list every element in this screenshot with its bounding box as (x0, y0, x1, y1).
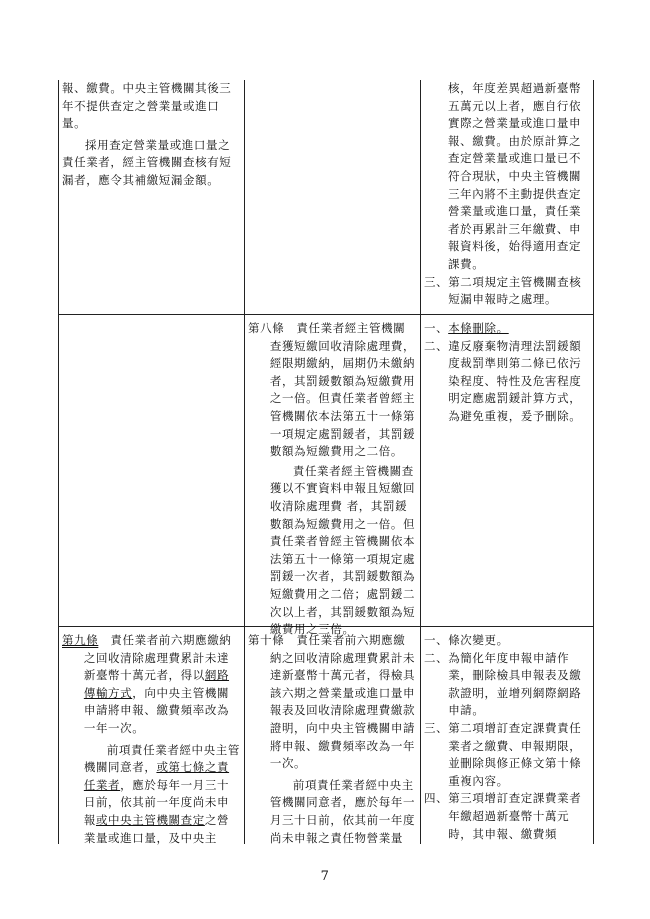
item-number: 三、 (424, 274, 449, 289)
underlined-text: 網路傳輸方式 (83, 668, 230, 700)
item-text: 條次變更。 (448, 633, 509, 647)
item-text: 違反廢棄物清理法罰鍰額度裁罰準則第二條已依污染程度、特性及危害程度明定應處罰鍰計算方式，為避免重複，爰予刪除。 (448, 338, 582, 423)
item-number: 一、 (424, 321, 449, 335)
item-text: 第二項增訂查定課費責任業者之繳費、申報期限，並刪除與修正條文第十條重複內容。 (448, 720, 582, 788)
row3-right-item-1 (424, 632, 586, 650)
table-border-left (58, 80, 59, 844)
text-run: 責任業者前六期應繳納之回收清除處理費累計未達新臺幣十萬元者，得以 (83, 633, 232, 683)
item-number: 四、 (424, 791, 449, 806)
underlined-text: 或第七條之責任業者 (83, 760, 230, 792)
row1-left-paragraph-2: 採用查定營業量或進口量之責任業者，經主管機關查核有短漏者，應令其補繳短漏金額。 (62, 137, 232, 187)
row1-left-cell (62, 80, 232, 190)
row2-middle-cell (248, 320, 416, 639)
text-run: 之營業量或進口量，及中央主 (83, 812, 230, 845)
article-10-paragraph-1: 第十條 責任業者前六期應繳納之回收清除處理費累計未達新臺幣十萬元者，得檢具該六期之營業量或進口量申報表及回收清除處理費繳款證明，向中央主管機關申請將申報、繳費頻率改為一年一次。 (248, 633, 416, 771)
item-number: 二、 (424, 650, 449, 665)
comparison-table (58, 80, 594, 844)
row1-right-cell (424, 80, 586, 309)
row3-middle-cell (248, 632, 416, 847)
article-10-paragraph-2: 前項責任業者經中央主管機關同意者，應於每年一月三十日前，依其前一年度尚未申報之責任物營業量 (269, 777, 416, 845)
row3-right-item-2 (424, 650, 586, 720)
item-text: 第二項規定主管機關查核短漏申報時之處理。 (448, 274, 582, 307)
row3-right-item-3 (424, 720, 586, 790)
column-divider-2 (420, 80, 421, 844)
text-run: ，應於每年一月三十日前，依其前一年度尚未申報 (83, 777, 230, 827)
row1-right-item-3 (424, 274, 586, 309)
row2-right-cell (424, 320, 586, 426)
row2-right-item-2 (424, 338, 586, 426)
row-divider-1 (58, 314, 594, 315)
item-number: 二、 (424, 338, 449, 353)
table-border-right (593, 80, 594, 844)
item-text: 為簡化年度申報申請作業，刪除檢具申報表及繳款證明，並增列網際網路申請。 (448, 650, 582, 718)
row1-left-paragraph-1: 報、繳費。中央主管機關其後三年不提供查定之營業量或進口量。 (62, 81, 232, 131)
article-8-paragraph-1: 第八條 責任業者經主管機關查獲短繳回收清除處理費，經限期繳納，屆期仍未繳納者，其罰鍰數額為短繳費用之一倍。但責任業者曾經主管機關依本法第五十一條第一項規定處罰鍰者，其罰鍰數額為短繳費用之二倍。 (248, 321, 416, 459)
item-text: 第三項增訂查定課費業者年繳超過新臺幣十萬元時，其申報、繳費頻 (448, 791, 582, 841)
row3-right-cell (424, 632, 586, 843)
item-number: 三、 (424, 720, 449, 735)
row3-right-item-4 (424, 790, 586, 843)
row3-left-cell (62, 632, 240, 847)
row2-right-item-1 (424, 320, 586, 338)
item-number: 一、 (424, 633, 449, 647)
article-9-heading: 第九條 (62, 633, 99, 647)
page-number: 7 (320, 869, 330, 884)
text-run: 前項責任業者經中央主管機關同意者， (83, 742, 240, 775)
article-9-paragraph-1 (62, 632, 240, 738)
item-text: 本條刪除。 (448, 321, 509, 335)
column-divider-1 (244, 80, 245, 844)
row1-right-paragraph-1: 核，年度差異超過新臺幣五萬元以上者，應自行依實際之營業量或進口量申報、繳費。由於原計算之查定營業量或進口量已不符合現狀，中央主管機關三年內將不主動提供查定營業量或進口量，責任業者於再累計三年繳費、申報資料後，始得適用查定課費。 (448, 81, 582, 271)
article-9-paragraph-2 (84, 742, 240, 848)
text-run: ，向中央主管機關申請將申報、繳費頻率改為一年一次。 (83, 685, 230, 735)
article-8-paragraph-2: 責任業者經主管機關查獲以不實資料申報且短繳回收清除處理費 者，其罰鍰數額為短繳費用之一倍。但責任業者曾經主管機關依本法第五十一條第一項規定處罰鍰一次者，其罰鍰數額為短繳費用之二倍；處罰鍰二次以上者，其罰鍰數額為短繳費用之三倍。 (269, 463, 416, 637)
underlined-text: 或中央主管機關查定 (95, 812, 205, 827)
